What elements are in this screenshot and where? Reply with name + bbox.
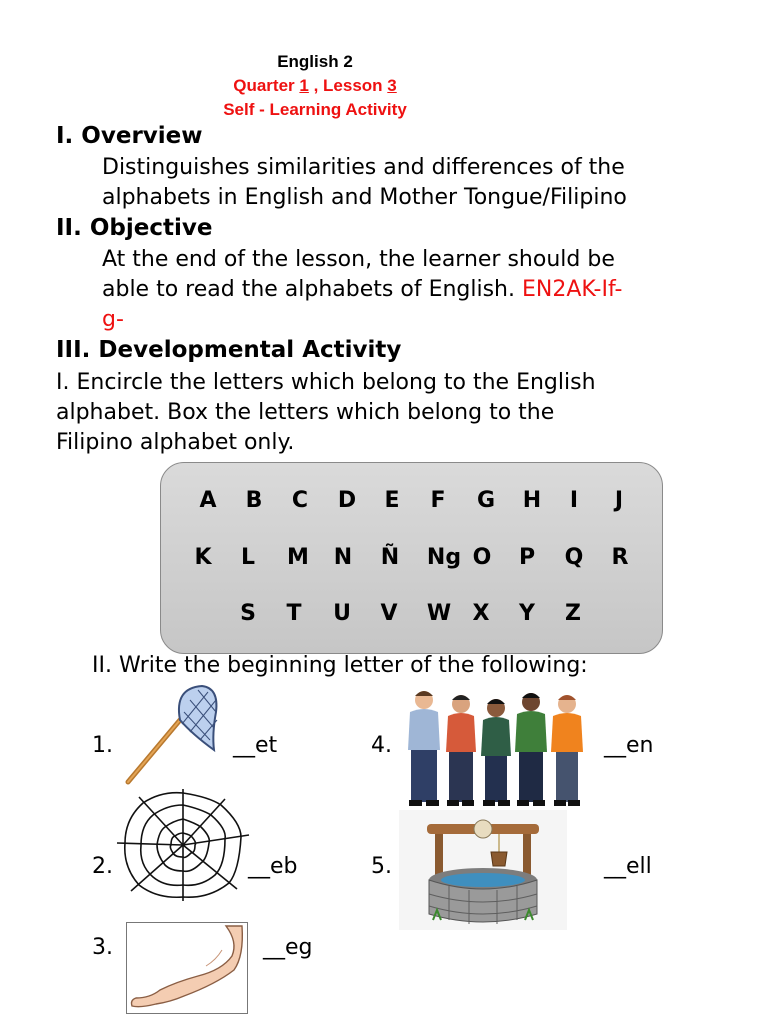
item-number: 5. — [371, 854, 392, 879]
item-number: 1. — [92, 733, 113, 758]
instruction-2: II. Write the beginning letter of the following: — [92, 653, 588, 678]
item-answer-blank: __eg — [263, 935, 313, 960]
instruction-1: I. Encircle the letters which belong to the English alphabet. Box the letters which belong to the Filipino alphabet only. — [56, 370, 596, 455]
alphabet-box — [160, 462, 663, 654]
item-answer-blank: __et — [233, 733, 278, 758]
alphabet-letter: R — [611, 545, 629, 570]
alphabet-letter: Ñ — [380, 545, 400, 570]
alphabet-letter: S — [240, 601, 256, 626]
item-number: 2. — [92, 854, 113, 879]
alphabet-letter: U — [333, 601, 351, 626]
well-icon — [399, 810, 567, 930]
alphabet-letter: D — [337, 488, 357, 513]
alphabet-letter: T — [286, 601, 302, 626]
alphabet-letter: Z — [565, 601, 581, 626]
alphabet-letter: N — [333, 545, 353, 570]
alphabet-letter: O — [472, 545, 492, 570]
alphabet-letter: Q — [564, 545, 584, 570]
alphabet-letter: V — [380, 601, 398, 626]
overview-text: Distinguishes similarities and differences of the alphabets in English and Mother Tongue/Filipino — [102, 155, 627, 210]
objective-text: At the end of the lesson, the learner should be able to read the alphabets of English. EN2AK-If- g- — [102, 247, 623, 332]
alphabet-letter: C — [291, 488, 309, 513]
net-icon — [122, 682, 222, 786]
item-answer-blank: __eb — [248, 854, 298, 879]
quarter-lesson-line: Quarter 1 , Lesson 3 — [233, 76, 397, 95]
developmental-heading: III. Developmental Activity — [56, 337, 402, 363]
alphabet-letter: Ng — [426, 545, 462, 570]
alphabet-letter: A — [199, 488, 217, 513]
men-icon — [400, 686, 590, 810]
alphabet-letter: K — [194, 545, 212, 570]
alphabet-letter: J — [614, 488, 624, 513]
activity-title: Self - Learning Activity — [223, 100, 407, 119]
alphabet-letter: B — [245, 488, 263, 513]
item-answer-blank: __ell — [604, 854, 652, 879]
alphabet-letter: H — [522, 488, 542, 513]
competency-code: EN2AK-If- — [522, 277, 623, 302]
overview-heading: I. Overview — [56, 123, 203, 149]
alphabet-letter: P — [518, 545, 536, 570]
alphabet-letter: L — [240, 545, 256, 570]
item-answer-blank: __en — [604, 733, 654, 758]
alphabet-letter: F — [430, 488, 446, 513]
alphabet-letter: E — [384, 488, 400, 513]
alphabet-letter: Y — [519, 601, 535, 626]
item-number: 4. — [371, 733, 392, 758]
item-number: 3. — [92, 935, 113, 960]
objective-heading: II. Objective — [56, 215, 213, 241]
alphabet-letter: W — [426, 601, 452, 626]
subject-title: English 2 — [277, 52, 353, 71]
alphabet-letter: I — [569, 488, 579, 513]
alphabet-letter: G — [476, 488, 496, 513]
spider-web-icon — [113, 785, 253, 905]
alphabet-letter: M — [287, 545, 309, 570]
alphabet-letter: X — [472, 601, 490, 626]
leg-icon — [126, 922, 248, 1014]
